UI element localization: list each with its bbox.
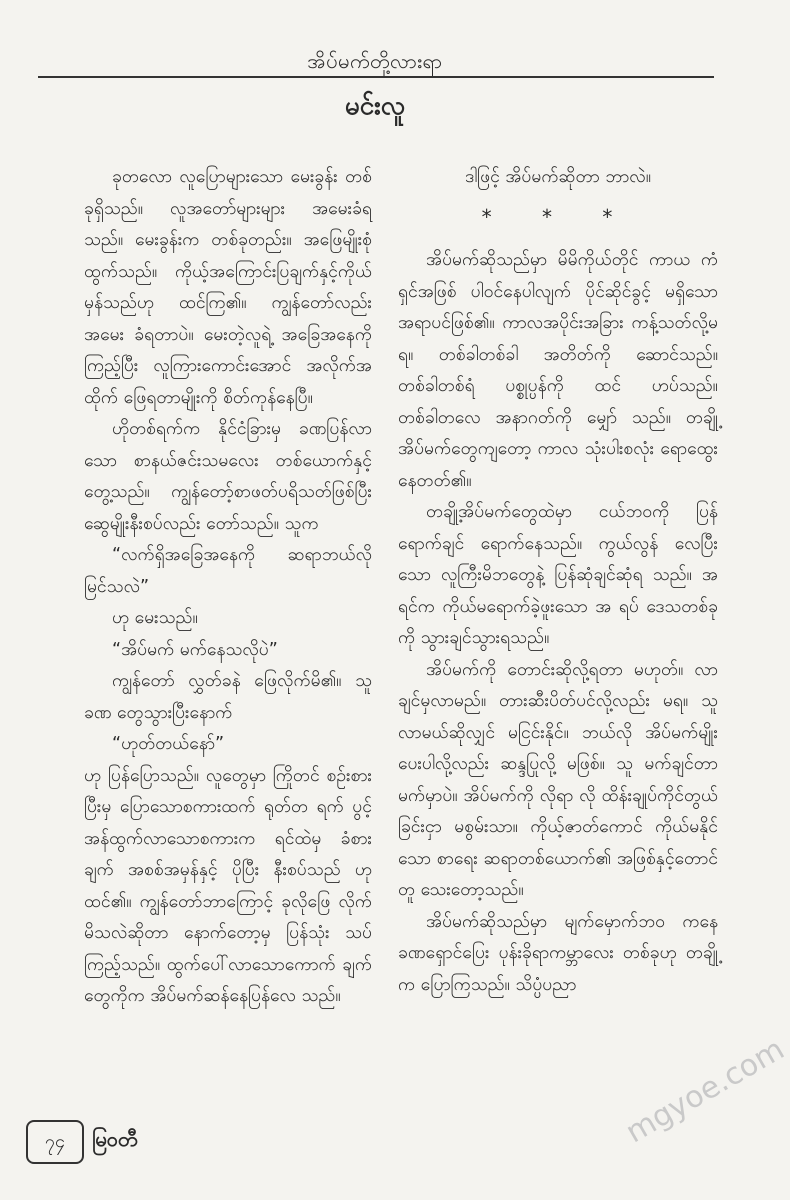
header-rule: [38, 76, 714, 78]
watermark: mgyoe.com: [620, 1031, 790, 1151]
section-separator: * * *: [481, 204, 635, 229]
left-column: [84, 162, 372, 1013]
running-title: အိပ်မက်တို့လားရာ: [307, 49, 443, 73]
paragraph: ဟု ပြန်ပြောသည်။ လူတွေမှာ ကြိုတင် စဉ်းစားပြီးမှ ပြောသောစကားထက် ရုတ်တ ရက် ပွင့်အန်ထွက်လာသောစကားက ရင်ထဲမှ ခံစားချက် အစစ်အမှန်နှင့် ပိုပြီး နီးစပ်သည် ဟု ထင်၏။ ကျွန်တော်ဘာကြောင့် ခုလိုဖြေ လိုက်မိသလဲဆိုတာ နောက်တော့မှ ပြန်သုံး သပ်ကြည့်သည်။ ထွက်ပေါ်လာသောကောက် ချက်တွေကိုက အိပ်မက်ဆန်နေပြန်လေ သည်။: [84, 765, 372, 1006]
paragraph: အိပ်မက်ဆိုသည်မှာ မိမိကိုယ်တိုင် ကာယ ကံရှင်အဖြစ် ပါဝင်နေပါလျက် ပိုင်ဆိုင်ခွင့် မရှိသောအရာပင်ဖြစ်၏။ ကာလအပိုင်းအခြား ကန့်သတ်လို့မရ။ တစ်ခါတစ်ခါ အတိတ်ကို ဆောင်သည်။ တစ်ခါတစ်ရံ ပစ္စုပ္ပန်ကို ထင် ဟပ်သည်။ တစ်ခါတလေ အနာဂတ်ကို မျှော် သည်။ တချို့အိပ်မက်တွေကျတော့ ကာလ သုံးပါးစလုံး ရောထွေးနေတတ်၏။: [398, 250, 718, 491]
paragraph: အိပ်မက်ကို တောင်းဆိုလို့ရတာ မဟုတ်။ လာချင်မှလာမည်။ တားဆီးပိတ်ပင်လို့လည်း မရ။ သူလာမယ်ဆိုလျှင် မငြင်းနိုင်။ ဘယ်လို အိပ်မက်မျိုးပေးပါလို့လည်း ဆန္ဒပြုလို့ မဖြစ်။ သူ မက်ချင်တာ မက်မှာပဲ။ အိပ်မက်ကို လိုရာ လို ထိန်းချုပ်ကိုင်တွယ်ခြင်းငှာ မစွမ်းသာ။ ကိုယ့်ဇာတ်ကောင် ကိုယ်မနိုင်သော စာရေး ဆရာတစ်ယောက်၏ အဖြစ်နှင့်တောင် တူ သေးတော့သည်။: [398, 659, 718, 900]
quote-line: “လက်ရှိအခြေအနေကို ဆရာဘယ်လို မြင်သလဲ”: [84, 545, 372, 597]
quote-line: “အိပ်မက် မက်နေသလိုပဲ”: [112, 639, 278, 660]
paragraph: ခုတလော လူပြောများသော မေးခွန်း တစ်ခုရှိသည်။ လူအတော်များများ အမေးခံရ သည်။ မေးခွန်းက တစ်ခုတည်း။ အဖြေမျိုးစုံ ထွက်သည်။ ကိုယ့်အကြောင်းပြချက်နှင့်ကိုယ် မှန်သည်ဟု ထင်ကြ၏။ ကျွန်တော်လည်း အမေး ခံရတာပဲ။ မေးတဲ့လူရဲ့ အခြေအနေကို ကြည့်ပြီး လူကြားကောင်းအောင် အလိုက်အ ထိုက် ဖြေရတာမျိုးကို စိတ်ကုန်နေပြီ။: [84, 167, 372, 408]
paragraph: အိပ်မက်ဆိုသည်မှာ မျက်မှောက်ဘဝ ကနေ ခဏရှောင်ပြေး ပုန်းခိုရာကမ္ဘာလေး တစ်ခုဟု တချို့က ပြောကြသည်။ သိပ္ပံပညာ: [398, 911, 718, 995]
page-number: ၇၄: [26, 1120, 84, 1164]
quote-line: “ဟုတ်တယ်နော်”: [112, 734, 225, 754]
paragraph: ကျွန်တော် လွှတ်ခနဲ ဖြေလိုက်မိ၏။ သူ ခဏ တွေသွားပြီးနောက်: [84, 671, 372, 723]
paragraph: တချို့အိပ်မက်တွေထဲမှာ ငယ်ဘဝကို ပြန်ရောက်ချင် ရောက်နေသည်။ ကွယ်လွန် လေပြီးသော လူကြီးမိဘတွေနဲ့ ပြန်ဆုံချင်ဆုံရ သည်။ အရင်က ကိုယ်မရောက်ခဲ့ဖူးသော အ ရပ် ဒေသတစ်ခုကို သွားချင်သွားရသည်။: [398, 502, 718, 648]
publication-logo: မြဝတီ: [92, 1127, 138, 1151]
paragraph: ဟု မေးသည်။: [112, 608, 198, 628]
opening-line: ဒါဖြင့် အိပ်မက်ဆိုတာ ဘာလဲ။: [465, 167, 651, 187]
author-title: မင်းလူ: [344, 91, 406, 121]
paragraph: ဟိုတစ်ရက်က နိုင်ငံခြားမှ ခဏပြန်လာ သော စာနယ်ဇင်းသမလေး တစ်ယောက်နှင့် တွေ့သည်။ ကျွန်တော့်စာဖတ်ပရိသတ်ဖြစ်ပြီး ဆွေမျိုးနီးစပ်လည်း တော်သည်။ သူက: [84, 419, 372, 534]
right-column: [398, 162, 718, 1001]
